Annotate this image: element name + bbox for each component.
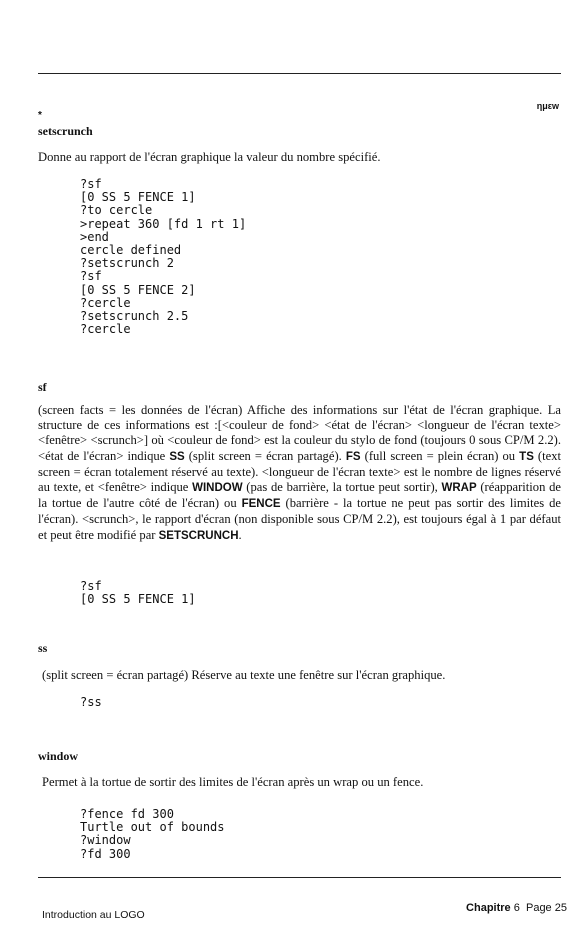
code-line: [0 SS 5 FENCE 1] [80,190,196,205]
window-title: window [38,749,79,763]
code-line: ?setscrunch 2.5 [80,308,189,323]
sf-text-3: (full screen = plein écran) ou [360,448,520,463]
code-line: ?fence fd 300 [80,807,174,821]
code-line: ?to cercle [80,203,153,218]
code-line: [0 SS 5 FENCE 1] [80,592,196,607]
sf-text-5: (pas de barrière, la tortue peut sortir), [242,480,442,495]
code-line: ?window [80,833,131,848]
sf-text-6: (réapparition de la tortue de l'autre côté de l'écran) ou [38,480,561,511]
sf-keyword-fs: FS [345,450,361,463]
code-line: [0 SS 5 FENCE 2] [80,282,196,297]
code-line: ?sf [80,579,102,593]
code-line: Turtle out of bounds [80,820,225,835]
footer-page-number: 25 [554,902,567,914]
sf-keyword-wrap: WRAP [441,482,477,495]
sf-text-8: . [238,527,242,542]
ss-title: ss [38,641,48,655]
sf-text-1: (screen facts = les données de l'écran) Affiche des informations sur l'état de l'écran graphique. La structure de ces informations est :[<couleur de fond> <état de l'écran> <longueur de l'écran texte> <fenêtre> <scrunch>] où <couleur de fond> est la couleur du stylo de fond (toujours 0 sous CP/M 2.2). <état de l'écran> indique [38,403,561,463]
code-line: >end [80,229,109,244]
footer-rule [38,877,561,878]
sf-text-4: (text screen = écran totalement réservé au texte). <longueur de l'écran texte> est le nombre de lignes réservé au texte, et <fenêtre> indique [38,448,562,495]
header-rule [38,73,561,74]
code-line: ?fd 300 [80,846,131,861]
footer-book-title: Introduction au LOGO [42,909,145,921]
code-line: ?cercle [80,322,131,337]
footer-page-label: Page [525,902,552,914]
ss-description: (split screen = écran partagé) Réserve au texte une fenêtre sur l'écran graphique. [42,668,446,682]
footer-chapter-label: Chapitre [466,902,511,914]
code-line: cercle defined [80,242,182,257]
code-line: >repeat 360 [fd 1 rt 1] [80,216,247,231]
sf-keyword-ts: TS [519,450,534,463]
sf-description [38,403,561,544]
sf-keyword-fence: FENCE [241,498,281,511]
code-line: ?ss [80,695,102,709]
footer-page-info [466,902,567,914]
sf-keyword-window: WINDOW [192,482,243,495]
code-line: ?cercle [80,295,131,310]
code-line: ?setscrunch 2 [80,256,174,271]
setscrunch-title: setscrunch [38,124,93,138]
sf-keyword-ss: SS [169,450,185,463]
sf-title: sf [38,380,47,394]
window-description: Permet à la tortue de sortir des limites de l'écran après un wrap ou un fence. [42,775,424,789]
star-marker: * [38,110,42,121]
setscrunch-code-block [80,178,246,336]
sf-text-7: (barrière - la tortue ne peut pas sortir des limites de l'écran). <scrunch>, le rapport d'écran (non disponible sous CP/M 2.2), est toujours égal à 1 par défaut et peut être modifié par [38,496,561,542]
setscrunch-description: Donne au rapport de l'écran graphique la valeur du nombre spécifié. [38,150,381,164]
code-line: ?sf [80,177,102,191]
ss-code-block [80,696,102,709]
sf-keyword-setscrunch: SETSCRUNCH [158,529,239,542]
corner-mark: ημεw [536,101,559,111]
sf-text-2: (split screen = écran partagé). [184,448,346,463]
sf-code-block [80,580,196,606]
code-line: ?sf [80,269,102,284]
window-code-block [80,808,225,861]
footer-chapter-number: 6 [513,902,520,914]
